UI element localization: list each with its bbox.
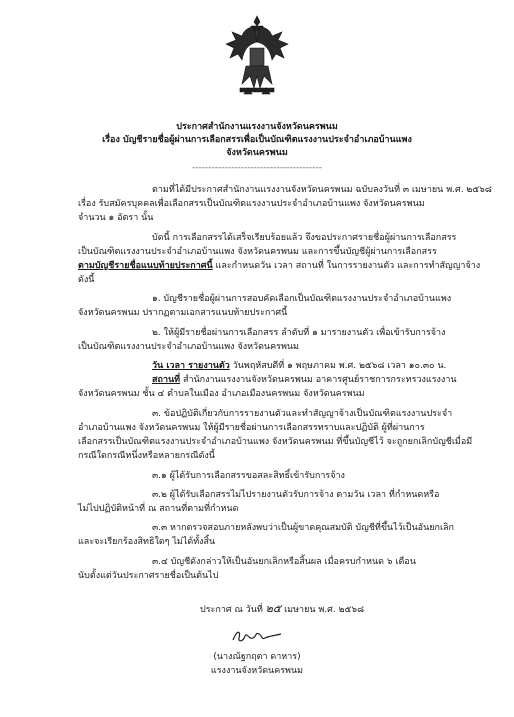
- location-label: สถานที่: [152, 375, 181, 385]
- sub-item-3-3-line-1: ๓.๓ หากตรวจสอบภายหลังพบว่าเป็นผู้ขาดคุณสมบัติ บัญชีที่ขึ้นไว้เป็นอันยกเลิก: [152, 523, 454, 533]
- item-2-line-1: ๒. ให้ผู้มีรายชื่อผ่านการเลือกสรร ลำดับที่ ๑ มารายงานตัว เพื่อเข้ารับการจ้าง: [152, 328, 446, 338]
- attachment-reference: ตามบัญชีรายชื่อแนบท้ายประกาศนี้: [78, 261, 213, 271]
- paragraph-1-line-2: เรื่อง รับสมัครบุคคลเพื่อเลือกสรรเป็นบัณฑิตแรงงานประจำอำเภอบ้านแพง จังหวัดนครพนม: [78, 199, 425, 209]
- announcement-date-suffix: เมษายน พ.ศ. ๒๕๖๘: [281, 605, 365, 615]
- title-line-3: จังหวัดนครพนม: [226, 148, 288, 158]
- paragraph-2-line-2: เป็นบัณฑิตแรงงานประจำอำเภอบ้านแพง จังหวัดนครพนม และการขึ้นบัญชีผู้ผ่านการเลือกสรร: [78, 247, 437, 257]
- announcement-date-prefix: ประกาศ ณ วันที่: [200, 605, 266, 615]
- signer-name: (นางณัฐกฤตา ดาหาร): [213, 652, 301, 662]
- sub-item-3-3-line-2: และจะเรียกร้องสิทธิใดๆ ไม่ได้ทั้งสิ้น: [78, 537, 216, 547]
- announcement-date: [200, 603, 364, 616]
- title-line-2: เรื่อง บัญชีรายชื่อผู้ผ่านการเลือกสรรเพื่อเป็นบัณฑิตแรงงานประจำอำเภอบ้านแพง: [102, 135, 412, 145]
- divider: ----------------------------------------: [192, 163, 322, 173]
- title-line-1: ประกาศสำนักงานแรงงานจังหวัดนครพนม: [176, 122, 338, 132]
- garuda-emblem-icon: [224, 14, 290, 100]
- paragraph-2-line-4: ดังนี้: [78, 275, 95, 285]
- paragraph-1-line-1: ตามที่ได้มีประกาศสำนักงานแรงงานจังหวัดนครพนม ฉบับลงวันที่ ๓ เมษายน พ.ศ. ๒๕๖๘: [152, 185, 492, 195]
- paragraph-2-line-1: บัดนี้ การเลือกสรรได้เสร็จเรียบร้อยแล้ว จึงขอประกาศรายชื่อผู้ผ่านการเลือกสรร: [152, 233, 457, 243]
- signer-title: แรงงานจังหวัดนครพนม: [210, 666, 304, 676]
- item-3-line-2: อำเภอบ้านแพง จังหวัดนครพนม ให้ผู้มีรายชื่อผ่านการเลือกสรรทราบและปฏิบัติ ผู้ที่ผ่านการ: [78, 423, 425, 433]
- paragraph-2-line-3-rest: และกำหนดวัน เวลา สถานที่ ในการรายงานตัว และการทำสัญญาจ้าง: [212, 261, 481, 271]
- report-date-line: [152, 361, 446, 372]
- announcement-day-handwritten: ๒๕: [265, 602, 282, 615]
- sub-item-3-2-line-1: ๓.๒ ผู้ได้รับเลือกสรรไม่ไปรายงานตัวรับการจ้าง ตามวัน เวลา ที่กำหนดหรือ: [152, 490, 440, 500]
- item-1-line-2: จังหวัดนครพนม ปรากฏตามเอกสารแนบท้ายประกาศนี้: [78, 308, 288, 318]
- report-date-value: วันพฤหัสบดีที่ ๑ พฤษภาคม พ.ศ. ๒๕๖๘ เวลา ๑๐.๓๐ น.: [229, 361, 447, 371]
- item-3-line-4: กรณีใดกรณีหนึ่งหรือหลายกรณีดังนี้: [78, 451, 215, 461]
- item-3-line-1: ๓. ข้อปฏิบัติเกี่ยวกับการรายงานตัวและทำสัญญาจ้างเป็นบัณฑิตแรงงานประจำ: [152, 409, 453, 419]
- sub-item-3-2-line-2: ไม่ไปปฏิบัติหน้าที่ ณ สถานที่ตามที่กำหนด: [78, 504, 239, 514]
- location-value: สำนักงานแรงงานจังหวัดนครพนม อาคารศูนย์ราชการกระทรวงแรงงาน: [180, 375, 457, 385]
- paragraph-2-line-3: [78, 261, 480, 272]
- item-3-line-3: เลือกสรรเป็นบัณฑิตแรงงานประจำอำเภอบ้านแพง จังหวัดนครพนม ที่ขึ้นบัญชีไว้ จะถูกยกเลิกบัญชีเมื่อมี: [78, 437, 473, 447]
- report-date-label: วัน เวลา รายงานตัว: [152, 361, 230, 371]
- item-1-line-1: ๑. บัญชีรายชื่อผู้ผ่านการสอบคัดเลือกเป็นบัณฑิตแรงงานประจำอำเภอบ้านแพง: [152, 294, 452, 304]
- sub-item-3-1: ๓.๑ ผู้ได้รับการเลือกสรรขอสละสิทธิ์เข้ารับการจ้าง: [152, 471, 345, 481]
- handwritten-signature: [229, 628, 285, 646]
- paragraph-1-line-3: จำนวน ๑ อัตรา นั้น: [78, 213, 154, 223]
- item-2-line-2: เป็นบัณฑิตแรงงานประจำอำเภอบ้านแพง จังหวัดนครพนม: [78, 342, 299, 352]
- location-line-2: จังหวัดนครพนม ชั้น ๔ ตำบลในเมือง อำเภอเมืองนครพนม จังหวัดนครพนม: [78, 389, 365, 399]
- sub-item-3-4-line-2: นับตั้งแต่วันประกาศรายชื่อเป็นต้นไป: [78, 571, 219, 581]
- sub-item-3-4-line-1: ๓.๔ บัญชีดังกล่าวให้เป็นอันยกเลิกหรือสิ้นผล เมื่อครบกำหนด ๖ เดือน: [152, 557, 416, 567]
- location-line: [152, 375, 457, 386]
